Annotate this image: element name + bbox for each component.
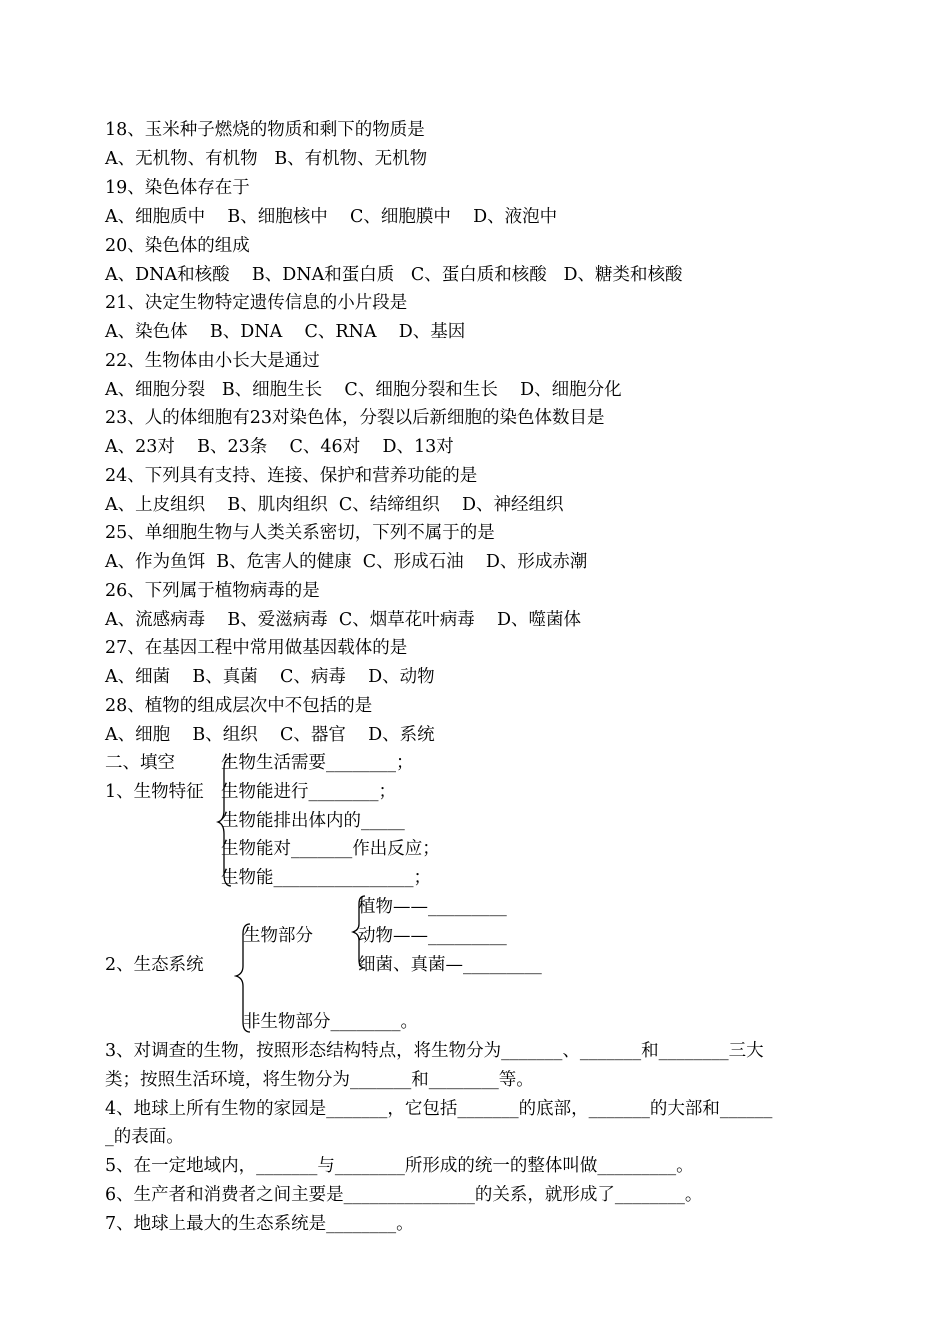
question-27-options: A、细菌 B、真菌 C、病毒 D、动物 [105, 667, 435, 687]
question-21-options: A、染色体 B、DNA C、RNA D、基因 [105, 322, 466, 342]
question-18-stem: 18、玉米种子燃烧的物质和剩下的物质是 [105, 120, 425, 140]
question-22-stem: 22、生物体由小长大是通过 [105, 351, 320, 371]
question-19-options: A、细胞质中 B、细胞核中 C、细胞膜中 D、液泡中 [105, 207, 558, 227]
question-20-stem: 20、染色体的组成 [105, 236, 250, 256]
q2-microbe-item: 细菌、真菌—_________ [358, 955, 542, 975]
q1-item-3: 生物能排出体内的_____ [221, 811, 405, 831]
q2-abiotic-label: 非生物部分________。 [243, 1012, 418, 1032]
fill-q5: 5、在一定地域内，_______与________所形成的统一的整体叫做_________。 [105, 1156, 694, 1176]
fill-q6: 6、生产者和消费者之间主要是_______________的关系，就形成了________。 [105, 1185, 703, 1205]
question-24-options: A、上皮组织 B、肌肉组织 C、结缔组织 D、神经组织 [105, 495, 564, 515]
q2-plant-item: 植物——_________ [358, 897, 507, 917]
question-21-stem: 21、决定生物特定遗传信息的小片段是 [105, 293, 408, 313]
question-28-options: A、细胞 B、组织 C、器官 D、系统 [105, 725, 435, 745]
question-25-stem: 25、单细胞生物与人类关系密切，下列不属于的是 [105, 523, 495, 543]
section-title-fill: 二、填空 [105, 753, 175, 773]
q1-item-1: 生物生活需要________； [221, 753, 414, 773]
q2-animal-item: 动物——_________ [358, 926, 507, 946]
q1-item-4: 生物能对_______作出反应； [221, 839, 440, 859]
fill-q7: 7、地球上最大的生态系统是________。 [105, 1214, 414, 1234]
question-20-options: A、DNA和核酸 B、DNA和蛋白质 C、蛋白质和核酸 D、糖类和核酸 [105, 265, 683, 285]
question-18-options: A、无机物、有机物 B、有机物、无机物 [105, 149, 428, 169]
question-22-options: A、细胞分裂 B、细胞生长 C、细胞分裂和生长 D、细胞分化 [105, 380, 622, 400]
q2-biotic-label: 生物部分 [243, 926, 313, 946]
fill-q2-label: 2、生态系统 [105, 955, 204, 975]
question-26-options: A、流感病毒 B、爱滋病毒 C、烟草花叶病毒 D、噬菌体 [105, 610, 582, 630]
fill-q1-label: 1、生物特征 [105, 782, 204, 802]
question-24-stem: 24、下列具有支持、连接、保护和营养功能的是 [105, 466, 478, 486]
question-25-options: A、作为鱼饵 B、危害人的健康 C、形成石油 D、形成赤潮 [105, 552, 588, 572]
question-19-stem: 19、染色体存在于 [105, 178, 250, 198]
question-23-stem: 23、人的体细胞有23对染色体，分裂以后新细胞的染色体数目是 [105, 408, 605, 428]
question-28-stem: 28、植物的组成层次中不包括的是 [105, 696, 373, 716]
question-26-stem: 26、下列属于植物病毒的是 [105, 581, 320, 601]
fill-q3-line2: 类；按照生活环境，将生物分为_______和________等。 [105, 1070, 534, 1090]
fill-q4-line1: 4、地球上所有生物的家园是_______，它包括_______的底部，_______的大部和______ [105, 1099, 773, 1119]
q1-item-5: 生物能________________； [221, 868, 431, 888]
question-27-stem: 27、在基因工程中常用做基因载体的是 [105, 638, 408, 658]
fill-q4-line2: _的表面。 [105, 1127, 184, 1147]
q1-item-2: 生物能进行________； [221, 782, 396, 802]
fill-q3-line1: 3、对调查的生物，按照形态结构特点，将生物分为_______、_______和________三大 [105, 1041, 764, 1061]
question-23-options: A、23对 B、23条 C、46对 D、13对 [105, 437, 454, 457]
